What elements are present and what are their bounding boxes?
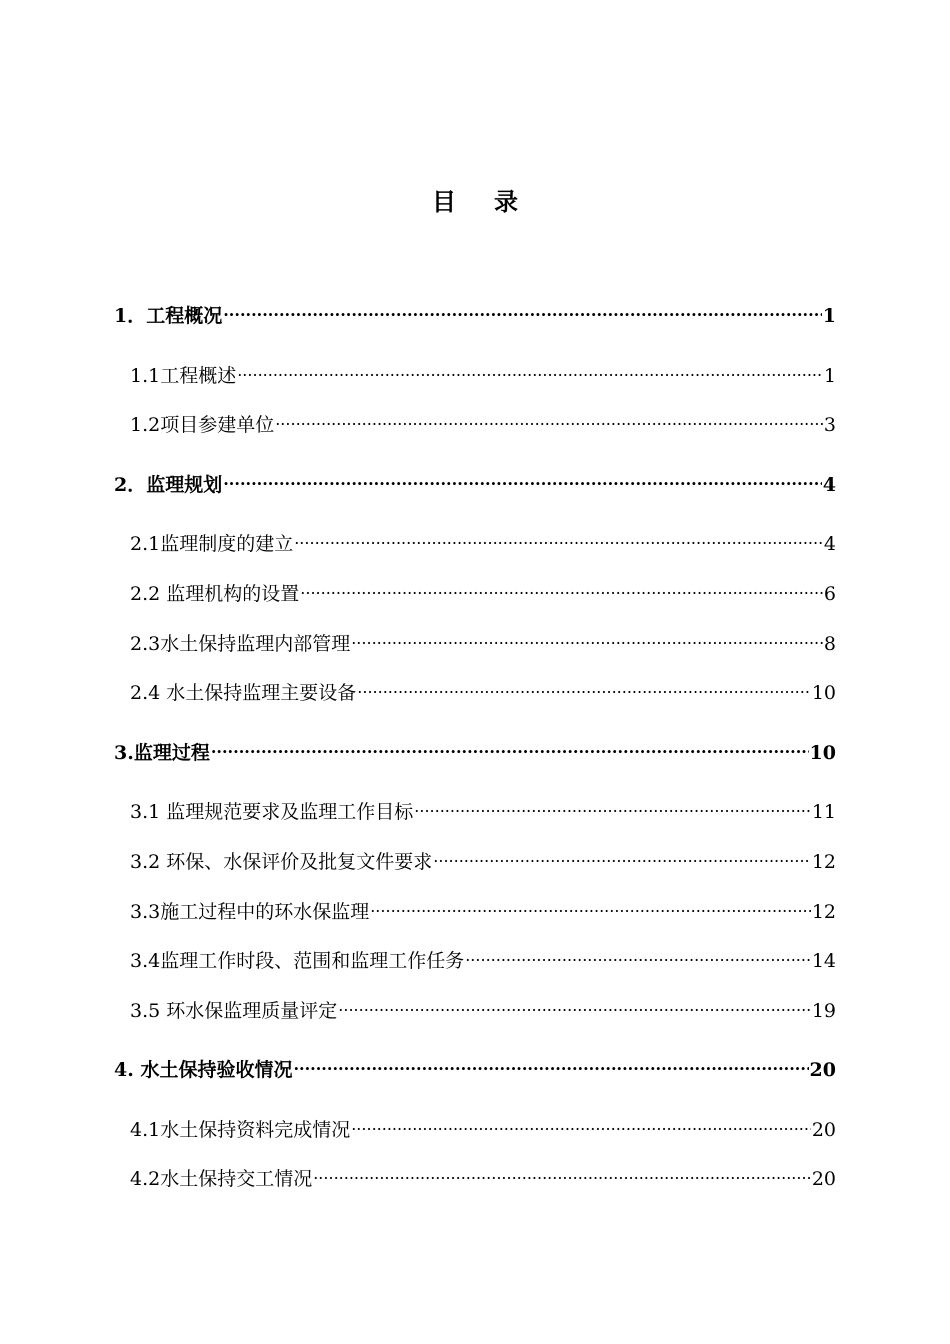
toc-dot-leader <box>414 792 811 818</box>
toc-entry-label: 4.2水土保持交工情况 <box>130 1168 313 1190</box>
toc-entry-label: 3.3施工过程中的环水保监理 <box>130 901 370 923</box>
toc-entry-label: 3.1 监理规范要求及监理工作目标 <box>130 801 414 823</box>
toc-dot-leader <box>294 524 823 550</box>
toc-page-number: 10 <box>809 742 836 764</box>
toc-dot-leader <box>237 356 823 382</box>
toc-page-number: 1 <box>822 305 836 327</box>
toc-entry-1-1[interactable] <box>130 356 836 389</box>
toc-entry-1[interactable] <box>114 296 836 329</box>
toc-entry-label: 3.4监理工作时段、范围和监理工作任务 <box>130 950 465 972</box>
toc-page-number: 4 <box>823 533 836 555</box>
toc-dot-leader <box>223 296 822 322</box>
toc-dot-leader <box>351 1110 811 1136</box>
toc-page-number: 4 <box>822 474 836 496</box>
toc-entry-label: 1.2项目参建单位 <box>130 414 275 436</box>
toc-page-number: 10 <box>811 682 836 704</box>
toc-entry-label: 2.2 监理机构的设置 <box>130 583 300 605</box>
toc-entry-4-1[interactable] <box>130 1110 836 1143</box>
toc-entry-3-1[interactable] <box>130 792 836 825</box>
toc-page-number: 20 <box>811 1119 836 1141</box>
toc-entry-label: 1．工程概况 <box>114 305 223 327</box>
toc-entry-1-2[interactable] <box>130 405 836 438</box>
toc-dot-leader <box>293 1050 808 1076</box>
toc-dot-leader <box>351 624 823 650</box>
toc-entry-3-2[interactable] <box>130 842 836 875</box>
toc-page-number: 3 <box>823 414 836 436</box>
toc-entry-label: 4.1水土保持资料完成情况 <box>130 1119 351 1141</box>
toc-entry-label: 2.3水土保持监理内部管理 <box>130 633 351 655</box>
toc-page-number: 1 <box>823 365 836 387</box>
toc-dot-leader <box>465 941 811 967</box>
toc-entry-3-5[interactable] <box>130 991 836 1024</box>
toc-dot-leader <box>300 574 823 600</box>
toc-dot-leader <box>275 405 823 431</box>
toc-entry-2-3[interactable] <box>130 624 836 657</box>
toc-page-number: 14 <box>811 950 836 972</box>
toc-entry-label: 2．监理规划 <box>114 474 223 496</box>
toc-page-number: 8 <box>823 633 836 655</box>
toc-entry-2-2[interactable] <box>130 574 836 607</box>
toc-dot-leader <box>223 465 822 491</box>
toc-entry-label: 2.1监理制度的建立 <box>130 533 294 555</box>
toc-dot-leader <box>211 733 809 759</box>
toc-entry-4-2[interactable] <box>130 1159 836 1192</box>
toc-dot-leader <box>357 673 811 699</box>
toc-entry-label: 1.1工程概述 <box>130 365 237 387</box>
document-title: 目录 <box>432 188 556 216</box>
toc-entry-3-3[interactable] <box>130 892 836 925</box>
toc-entry-4[interactable] <box>114 1050 836 1083</box>
toc-entry-label: 3.5 环水保监理质量评定 <box>130 1000 338 1022</box>
toc-page-number: 12 <box>811 851 836 873</box>
toc-page-number: 6 <box>823 583 836 605</box>
toc-dot-leader <box>370 892 811 918</box>
toc-entry-2[interactable] <box>114 465 836 498</box>
toc-dot-leader <box>338 991 811 1017</box>
toc-dot-leader <box>433 842 811 868</box>
toc-page-number: 11 <box>811 801 836 823</box>
toc-page-number: 19 <box>811 1000 836 1022</box>
toc-page-number: 20 <box>811 1168 836 1190</box>
toc-entry-label: 2.4 水土保持监理主要设备 <box>130 682 357 704</box>
toc-entry-label: 3.2 环保、水保评价及批复文件要求 <box>130 851 433 873</box>
toc-entry-label: 3.监理过程 <box>114 742 210 764</box>
toc-entry-2-4[interactable] <box>130 673 836 706</box>
toc-entry-3-4[interactable] <box>130 941 836 974</box>
toc-page-number: 20 <box>809 1059 836 1081</box>
toc-entry-label: 4. 水土保持验收情况 <box>114 1059 293 1081</box>
toc-entry-2-1[interactable] <box>130 524 836 557</box>
toc-dot-leader <box>313 1159 811 1185</box>
toc-page-number: 12 <box>811 901 836 923</box>
toc-entry-3[interactable] <box>114 733 836 766</box>
